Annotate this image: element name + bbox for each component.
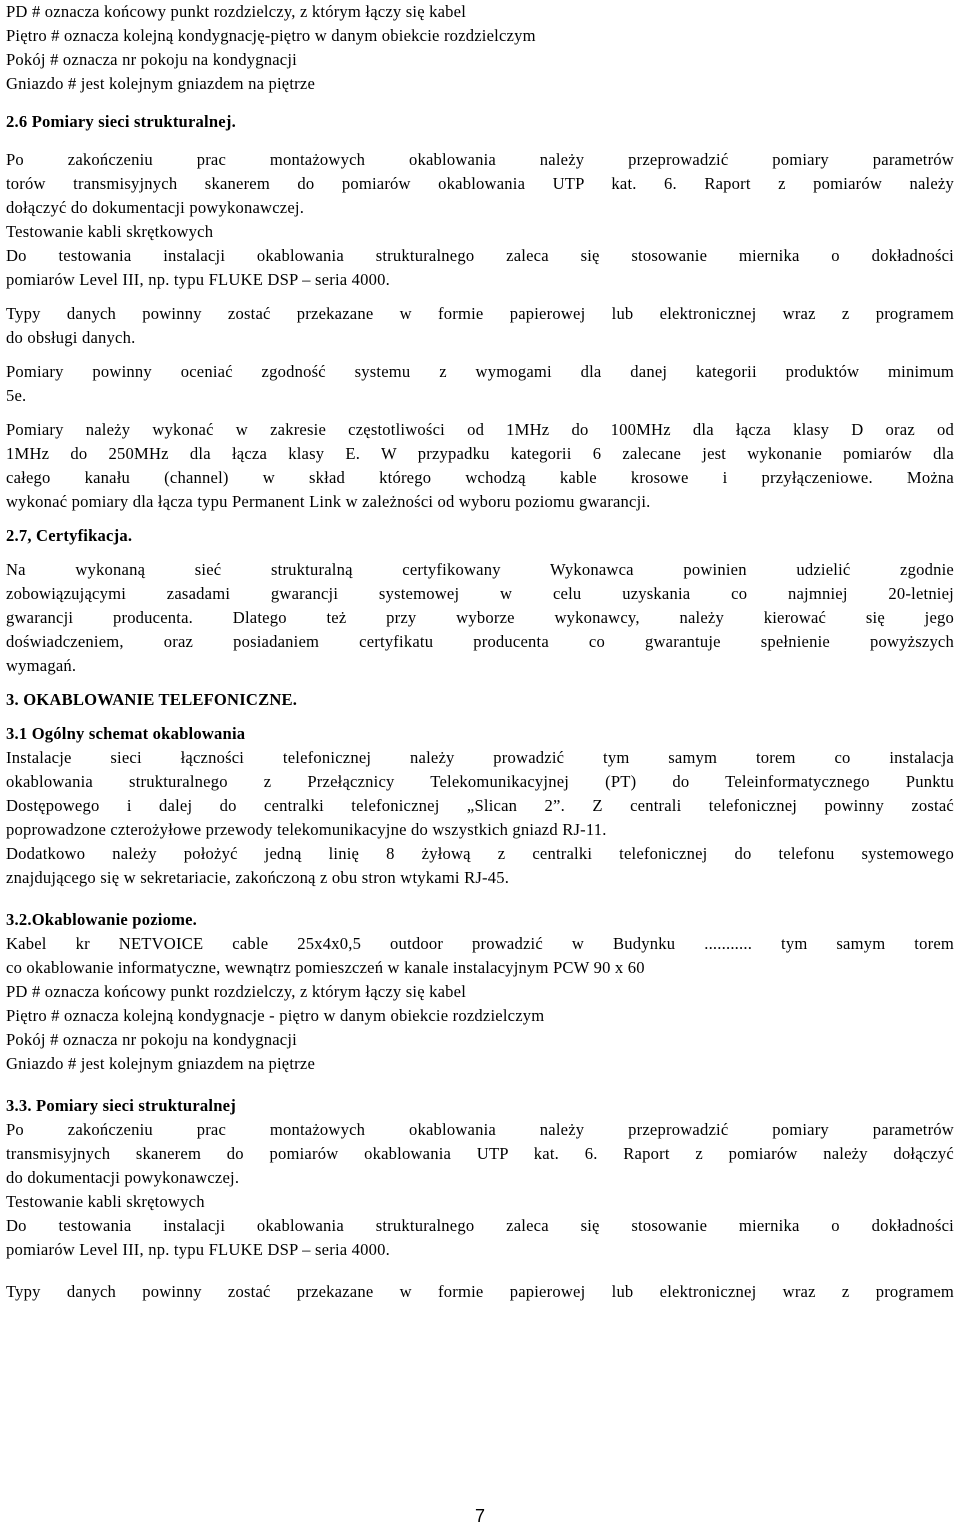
- page-number: 7: [474, 1506, 485, 1526]
- text-line: Testowanie kabli skrętkowych: [6, 222, 214, 241]
- text-line: Pokój # oznacza nr pokoju na kondygnacji: [6, 1030, 297, 1049]
- text-line: Piętro # oznacza kolejną kondygnacje - piętro w danym obiekcie rozdzielczym: [6, 1006, 545, 1025]
- text-line: Gniazdo # jest kolejnym gniazdem na piętrze: [6, 1054, 316, 1073]
- text-line: Po zakończeniu prac montażowych okablowania należy przeprowadzić pomiary parametrów: [6, 1120, 954, 1139]
- text-line: okablowania strukturalnego z Przełącznicy Telekomunikacyjnej (PT) do Teleinformatycznego Punktu: [6, 772, 954, 791]
- text-line: Piętro # oznacza kolejną kondygnację-piętro w danym obiekcie rozdzielczym: [6, 26, 536, 45]
- text-line: torów transmisyjnych skanerem do pomiarów okablowania UTP kat. 6. Raport z pomiarów należy: [6, 174, 954, 193]
- text-line: poprowadzone czterożyłowe przewody telekomunikacyjne do wszystkich gniazd RJ-11.: [6, 820, 607, 839]
- text-line: Testowanie kabli skrętowych: [6, 1192, 205, 1211]
- text-line: PD # oznacza końcowy punkt rozdzielczy, z którym łączy się kabel: [6, 2, 467, 21]
- text-line: do dokumentacji powykonawczej.: [6, 1168, 240, 1187]
- text-line: Po zakończeniu prac montażowych okablowania należy przeprowadzić pomiary parametrów: [6, 150, 954, 169]
- text-line: pomiarów Level III, np. typu FLUKE DSP – seria 4000.: [6, 1240, 391, 1259]
- text-line: Do testowania instalacji okablowania strukturalnego zaleca się stosowanie miernika o dokładności: [6, 1216, 954, 1235]
- text-line: Pomiary powinny oceniać zgodność systemu z wymogami dla danej kategorii produktów minimum: [6, 362, 954, 381]
- text-line: dołączyć do dokumentacji powykonawczej.: [6, 198, 305, 217]
- text-line: PD # oznacza końcowy punkt rozdzielczy, z którym łączy się kabel: [6, 982, 467, 1001]
- text-line: Typy danych powinny zostać przekazane w formie papierowej lub elektronicznej wraz z programem: [6, 304, 954, 323]
- text-line: 1MHz do 250MHz dla łącza klasy E. W przypadku kategorii 6 zalecane jest wykonanie pomiarów dla: [6, 444, 954, 463]
- document-page: [6, 0, 954, 1304]
- text-line: Pokój # oznacza nr pokoju na kondygnacji: [6, 50, 297, 69]
- text-line: Dostępowego i dalej do centralki telefonicznej „Slican 2”. Z centrali telefonicznej powinny zostać: [6, 796, 954, 815]
- text-line: Pomiary należy wykonać w zakresie częstotliwości od 1MHz do 100MHz dla łącza klasy D oraz od: [6, 420, 954, 439]
- text-line: co okablowanie informatyczne, wewnątrz pomieszczeń w kanale instalacyjnym PCW 90 x 60: [6, 958, 645, 977]
- section-heading: 3.1 Ogólny schemat okablowania: [6, 724, 246, 743]
- text-line: Instalacje sieci łączności telefonicznej należy prowadzić tym samym torem co instalacja: [6, 748, 954, 767]
- text-line: transmisyjnych skanerem do pomiarów okablowania UTP kat. 6. Raport z pomiarów należy dołączyć: [6, 1144, 954, 1163]
- text-line: 5e.: [6, 386, 27, 405]
- text-line: wykonać pomiary dla łącza typu Permanent Link w zależności od wyboru poziomu gwarancji.: [6, 492, 651, 511]
- text-line: do obsługi danych.: [6, 328, 136, 347]
- text-line: doświadczeniem, oraz posiadaniem certyfikatu producenta co gwarantuje spełnienie powyższych: [6, 632, 954, 651]
- text-line: Na wykonaną sieć strukturalną certyfikowany Wykonawca powinien udzielić zgodnie: [6, 560, 954, 579]
- section-heading: 3.3. Pomiary sieci strukturalnej: [6, 1096, 236, 1115]
- text-line: Typy danych powinny zostać przekazane w formie papierowej lub elektronicznej wraz z programem: [6, 1282, 954, 1301]
- text-line: pomiarów Level III, np. typu FLUKE DSP – seria 4000.: [6, 270, 391, 289]
- section-heading: 2.6 Pomiary sieci strukturalnej.: [6, 112, 236, 131]
- text-line: Gniazdo # jest kolejnym gniazdem na piętrze: [6, 74, 316, 93]
- text-line: Dodatkowo należy położyć jedną linię 8 żyłową z centralki telefonicznej do telefonu systemowego: [6, 844, 954, 863]
- text-line: Do testowania instalacji okablowania strukturalnego zaleca się stosowanie miernika o dokładności: [6, 246, 954, 265]
- section-heading: 2.7, Certyfikacja.: [6, 526, 133, 545]
- text-line: gwarancji producenta. Dlatego też przy wyborze wykonawcy, należy kierować się jego: [6, 608, 954, 627]
- text-line: znajdującego się w sekretariacie, zakończoną z obu stron wtykami RJ-45.: [6, 868, 510, 887]
- text-line: zobowiązującymi zasadami gwarancji systemowej w celu uzyskania co najmniej 20-letniej: [6, 584, 954, 603]
- section-heading: 3.2.Okablowanie poziome.: [6, 910, 198, 929]
- text-line: wymagań.: [6, 656, 77, 675]
- text-line: Kabel kr NETVOICE cable 25x4x0,5 outdoor prowadzić w Budynku ........... tym samym torem: [6, 934, 954, 953]
- text-line: całego kanału (channel) w skład którego wchodzą kable krosowe i przyłączeniowe. Można: [6, 468, 954, 487]
- section-heading: 3. OKABLOWANIE TELEFONICZNE.: [6, 690, 298, 709]
